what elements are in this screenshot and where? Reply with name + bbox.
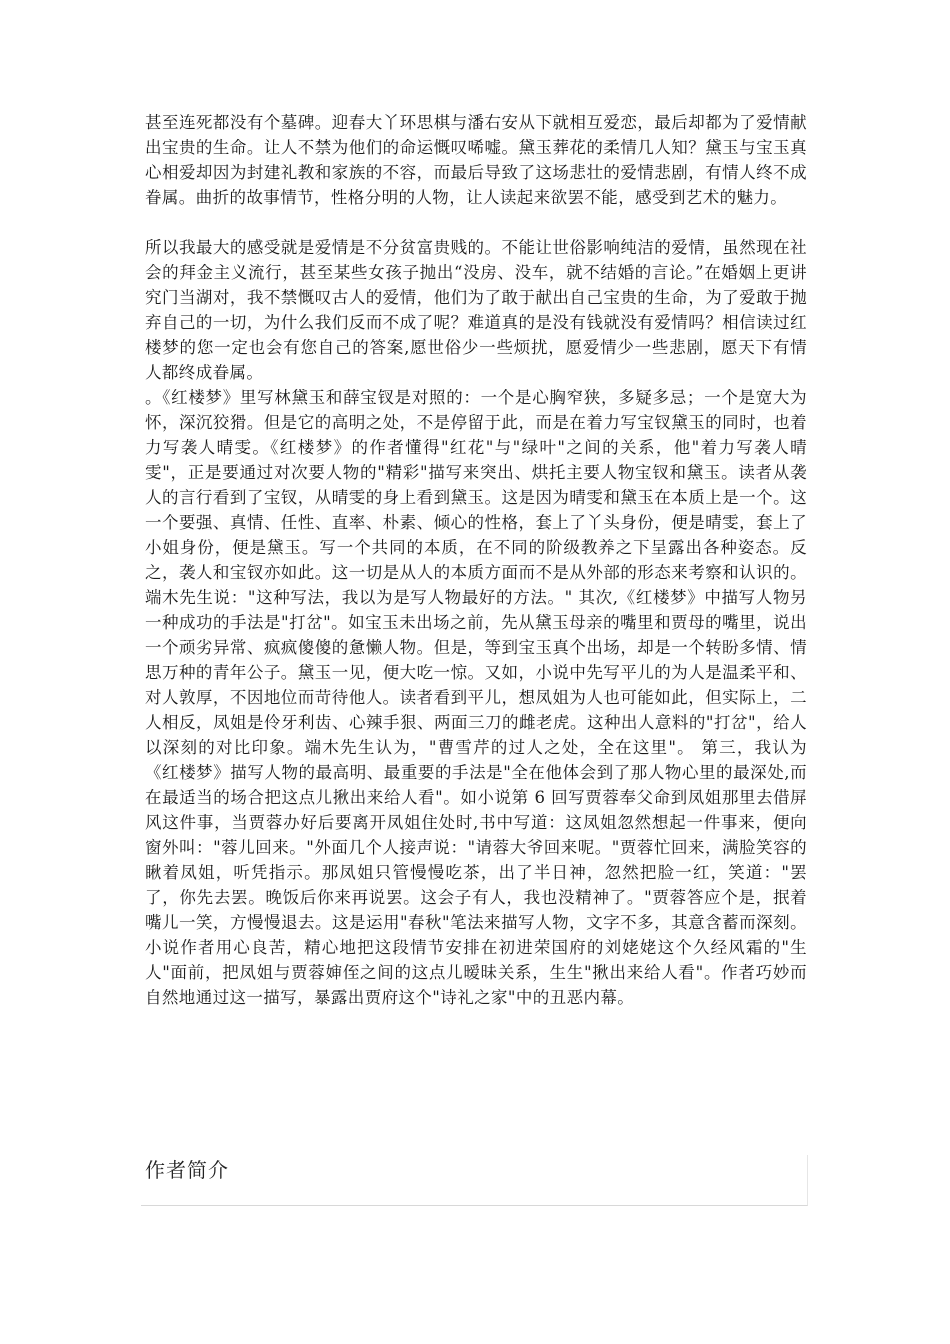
paragraph-1: 甚至连死都没有个墓碑。迎春大丫环思棋与潘右安从下就相互爱恋，最后却都为了爱情献出宝贵的生命。让人不禁为他们的命运慨叹唏嘘。黛玉葬花的柔情几人知？黛玉与宝玉真心相爱却因为封建礼教和家族的不容，而最后导致了这场悲壮的爱情悲剧，有情人终不成眷属。曲折的故事情节，性格分明的人物，让人读起来欲罢不能，感受到艺术的魅力。 — [145, 113, 807, 207]
document-body — [145, 110, 807, 1010]
paragraph-2: 所以我最大的感受就是爱情是不分贫富贵贱的。不能让世俗影响纯洁的爱情，虽然现在社会的拜金主义流行，甚至某些女孩子抛出“没房、没车，就不结婚的言论。”在婚姻上更讲究门当湖对，我不禁慨叹古人的爱情，他们为了敢于献出自己宝贵的生命，为了爱敢于抛弃自己的一切，为什么我们反而不成了呢？难道真的是没有钱就没有爱情吗？相信读过红楼梦的您一定也会有您自己的答案,愿世俗少一些烦扰，愿爱情少一些悲剧，愿天下有情人都终成眷属。 — [145, 238, 807, 382]
section-heading: 作者简介 — [145, 1158, 229, 1182]
paragraph-3: 。《红楼梦》里写林黛玉和薛宝钗是对照的：一个是心胸窄狭，多疑多忌；一个是宽大为怀，深沉狡猾。但是它的高明之处，不是停留于此，而是在着力写宝钗黛玉的同时，也着力写袭人晴雯。《红楼梦》的作者懂得"红花"与"绿叶"之间的关系，他"着力写袭人晴雯"，正是要通过对次要人物的"精彩"描写来突出、烘托主要人物宝钗和黛玉。读者从袭人的言行看到了宝钗，从晴雯的身上看到黛玉。这是因为晴雯和黛玉在本质上是一个。这一个要强、真情、任性、直率、朴素、倾心的性格，套上了丫头身份，便是晴雯，套上了小姐身份，便是黛玉。写一个共同的本质，在不同的阶级教养之下呈露出各种姿态。反之，袭人和宝钗亦如此。这一切是从人的本质方面而不是从外部的形态来考察和认识的。端木先生说："这种写法，我以为是写人物最好的方法。" 其次,《红楼梦》中描写人物另一种成功的手法是"打岔"。如宝玉未出场之前，先从黛玉母亲的嘴里和贾母的嘴里，说出一个顽劣异常、疯疯傻傻的惫懒人物。但是，等到宝玉真个出场，却是一个转盼多情、情思万种的青年公子。黛玉一见，便大吃一惊。又如，小说中先写平儿的为人是温柔平和、对人敦厚，不因地位而苛待他人。读者看到平儿，想凤姐为人也可能如此，但实际上，二人相反，凤姐是伶牙利齿、心辣手狠、两面三刀的雌老虎。这种出人意料的"打岔"，给人以深刻的对比印象。端木先生认为，"曹雪芹的过人之处，全在这里"。 第三，我认为《红楼梦》描写人物的最高明、最重要的手法是"全在他体会到了那人物心里的最深处,而在最适当的场合把这点儿揪出来给人看"。如小说第 6 回写贾蓉奉父命到凤姐那里去借屏风这件事，当贾蓉办好后要离开凤姐住处时,书中写道：这凤姐忽然想起一件事来，便向窗外叫："蓉儿回来。"外面几个人接声说："请蓉大爷回来呢。"贾蓉忙回来，满脸笑容的瞅着凤姐，听凭指示。那凤姐只管慢慢吃茶，出了半日神，忽然把脸一红，笑道："罢了，你先去罢。晚饭后你来再说罢。这会子有人，我也没精神了。"贾蓉答应个是，抿着嘴儿一笑，方慢慢退去。这是运用"春秋"笔法来描写人物，文字不多，其意含蓄而深刻。小说作者用心良苦，精心地把这段情节安排在初进荣国府的刘姥姥这个久经风霜的"生人"面前，把凤姐与贾蓉婶侄之间的这点儿暧昧关系，生生"揪出来给人看"。作者巧妙而自然地通过这一描写，暴露出贾府这个"诗礼之家"中的丑恶内幕。 — [145, 388, 807, 1007]
author-intro-section — [141, 1155, 808, 1206]
